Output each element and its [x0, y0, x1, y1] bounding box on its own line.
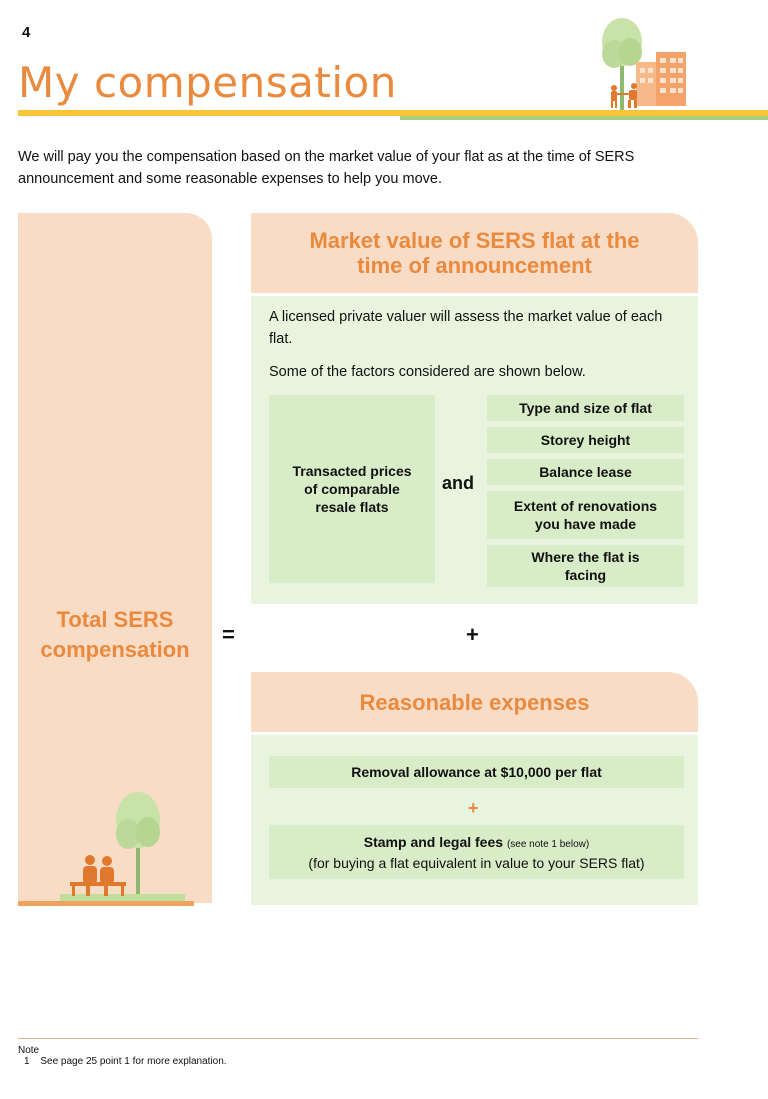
transacted-prices-label: Transacted prices of comparable resale flats — [292, 463, 412, 515]
factor-renovations — [487, 491, 684, 539]
stamp-fees-note-ref: (see note 1 below) — [506, 838, 590, 850]
bench-illustration — [60, 790, 190, 902]
stamp-fees-line — [364, 833, 589, 854]
tree-icon — [116, 792, 160, 896]
page-title: My compensation — [18, 58, 397, 107]
expenses-plus-sign: + — [468, 798, 479, 818]
removal-allowance-box — [269, 756, 684, 788]
note-body: See page 25 point 1 for more explanation. — [40, 1056, 227, 1067]
transacted-prices-box — [269, 395, 435, 583]
factor-balance-lease: Balance lease — [487, 459, 684, 485]
removal-allowance-label: Removal allowance at $10,000 per flat — [351, 764, 602, 780]
stamp-fees-subtext: (for buying a flat equivalent in value to your SERS flat) — [308, 854, 645, 871]
factor-storey-height: Storey height — [487, 427, 684, 453]
market-heading-line1: Market value of SERS flat at the — [309, 228, 640, 253]
stamp-fees-label: Stamp and legal fees — [363, 833, 504, 850]
note-divider — [18, 1038, 698, 1039]
valuer-paragraph: A licensed private valuer will assess the market value of each flat. — [269, 309, 663, 347]
panel-base-line — [18, 901, 194, 906]
market-heading-line2: time of announcement — [357, 253, 592, 278]
tree-building-illustration — [598, 14, 698, 112]
total-compensation-label — [18, 605, 212, 665]
market-value-heading — [251, 213, 698, 293]
plus-sign: + — [466, 622, 479, 647]
building-icon — [636, 52, 686, 106]
total-label-line2: compensation — [40, 637, 190, 662]
note-title: Note — [18, 1045, 40, 1056]
total-label-line1: Total SERS — [56, 607, 174, 632]
factor-renovations-label: Extent of renovations you have made — [513, 498, 658, 532]
stamp-fees-box — [269, 825, 684, 879]
page-number: 4 — [22, 24, 31, 41]
note-number: 1 — [24, 1056, 30, 1067]
intro-paragraph: We will pay you the compensation based on the market value of your flat as at the time of SERS announcement and some reasonable expenses to help you move. — [18, 149, 635, 187]
factor-facing — [487, 545, 684, 587]
couple-on-bench-icon — [70, 855, 126, 896]
factors-intro: Some of the factors considered are shown below. — [269, 364, 586, 380]
factor-facing-label: Where the flat is facing — [531, 549, 640, 583]
title-underline-green — [400, 116, 768, 120]
and-label: and — [442, 473, 475, 493]
equals-sign: = — [222, 622, 235, 647]
factor-type-size: Type and size of flat — [487, 395, 684, 421]
expenses-heading: Reasonable expenses — [251, 672, 698, 732]
note-text — [24, 1056, 227, 1067]
